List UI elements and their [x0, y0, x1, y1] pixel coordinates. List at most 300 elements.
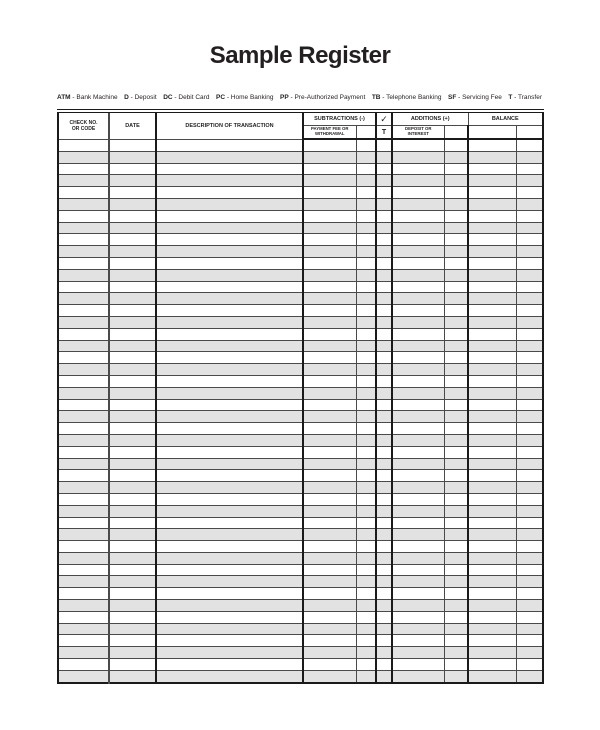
- register-row: [58, 659, 543, 671]
- cell-description: [156, 576, 303, 588]
- legend-item-dc: DC - Debit Card: [163, 94, 210, 101]
- cell-check-no: [58, 576, 109, 588]
- cell-description: [156, 175, 303, 187]
- cell-tick: [376, 139, 392, 151]
- cell-subtraction-cents: [356, 139, 376, 151]
- cell-addition-amount: [392, 647, 444, 659]
- cell-tick: [376, 434, 392, 446]
- cell-check-no: [58, 316, 109, 328]
- cell-subtraction-cents: [356, 187, 376, 199]
- cell-check-no: [58, 588, 109, 600]
- legend-item-pp: PP - Pre-Authorized Payment: [280, 94, 366, 101]
- cell-subtraction-amount: [303, 328, 356, 340]
- cell-addition-amount: [392, 482, 444, 494]
- cell-description: [156, 458, 303, 470]
- cell-addition-amount: [392, 340, 444, 352]
- legend-item-d: D - Deposit: [124, 94, 157, 101]
- cell-tick: [376, 187, 392, 199]
- cell-date: [109, 257, 156, 269]
- cell-balance-cents: [516, 399, 543, 411]
- cell-check-no: [58, 151, 109, 163]
- cell-addition-cents: [444, 659, 468, 671]
- cell-subtraction-amount: [303, 482, 356, 494]
- cell-date: [109, 364, 156, 376]
- cell-subtraction-cents: [356, 552, 376, 564]
- cell-addition-amount: [392, 257, 444, 269]
- register-row: [58, 387, 543, 399]
- cell-balance-cents: [516, 588, 543, 600]
- cell-description: [156, 611, 303, 623]
- cell-balance-amount: [468, 257, 516, 269]
- cell-addition-cents: [444, 517, 468, 529]
- cell-addition-amount: [392, 529, 444, 541]
- cell-addition-cents: [444, 399, 468, 411]
- cell-addition-amount: [392, 434, 444, 446]
- cell-addition-cents: [444, 411, 468, 423]
- cell-subtraction-amount: [303, 541, 356, 553]
- cell-check-no: [58, 446, 109, 458]
- cell-subtraction-cents: [356, 399, 376, 411]
- cell-subtraction-amount: [303, 293, 356, 305]
- cell-subtraction-cents: [356, 328, 376, 340]
- cell-balance-cents: [516, 411, 543, 423]
- cell-addition-amount: [392, 564, 444, 576]
- cell-description: [156, 257, 303, 269]
- cell-tick: [376, 611, 392, 623]
- cell-balance-amount: [468, 399, 516, 411]
- register-row: [58, 364, 543, 376]
- col-subheader-additions: DEPOSIT OR INTEREST: [392, 126, 444, 140]
- cell-balance-amount: [468, 246, 516, 258]
- cell-date: [109, 411, 156, 423]
- cell-addition-amount: [392, 210, 444, 222]
- cell-date: [109, 222, 156, 234]
- cell-date: [109, 198, 156, 210]
- cell-tick: [376, 647, 392, 659]
- cell-balance-cents: [516, 210, 543, 222]
- cell-balance-amount: [468, 470, 516, 482]
- cell-addition-cents: [444, 423, 468, 435]
- legend-item-pc: PC - Home Banking: [216, 94, 274, 101]
- cell-date: [109, 552, 156, 564]
- cell-balance-amount: [468, 281, 516, 293]
- cell-balance-cents: [516, 423, 543, 435]
- cell-balance-cents: [516, 576, 543, 588]
- cell-date: [109, 611, 156, 623]
- cell-date: [109, 659, 156, 671]
- cell-subtraction-amount: [303, 175, 356, 187]
- cell-balance-cents: [516, 505, 543, 517]
- cell-addition-amount: [392, 588, 444, 600]
- cell-tick: [376, 600, 392, 612]
- cell-subtraction-cents: [356, 163, 376, 175]
- legend-item-atm: ATM - Bank Machine: [57, 94, 118, 101]
- cell-description: [156, 647, 303, 659]
- cell-tick: [376, 281, 392, 293]
- cell-check-no: [58, 505, 109, 517]
- cell-tick: [376, 411, 392, 423]
- cell-subtraction-amount: [303, 446, 356, 458]
- legend: [57, 95, 542, 102]
- cell-tick: [376, 234, 392, 246]
- cell-check-no: [58, 198, 109, 210]
- cell-addition-cents: [444, 458, 468, 470]
- register-row: [58, 316, 543, 328]
- cell-description: [156, 305, 303, 317]
- cell-description: [156, 399, 303, 411]
- cell-description: [156, 411, 303, 423]
- cell-check-no: [58, 552, 109, 564]
- cell-description: [156, 552, 303, 564]
- cell-date: [109, 541, 156, 553]
- cell-addition-cents: [444, 340, 468, 352]
- cell-subtraction-cents: [356, 151, 376, 163]
- cell-addition-amount: [392, 576, 444, 588]
- cell-addition-amount: [392, 246, 444, 258]
- cell-addition-amount: [392, 670, 444, 682]
- cell-subtraction-cents: [356, 257, 376, 269]
- cell-tick: [376, 399, 392, 411]
- cell-description: [156, 281, 303, 293]
- cell-tick: [376, 210, 392, 222]
- cell-addition-amount: [392, 163, 444, 175]
- cell-addition-amount: [392, 222, 444, 234]
- cell-subtraction-cents: [356, 529, 376, 541]
- cell-tick: [376, 505, 392, 517]
- col-header-balance: BALANCE: [468, 111, 543, 126]
- cell-date: [109, 281, 156, 293]
- cell-subtraction-amount: [303, 316, 356, 328]
- register-row: [58, 210, 543, 222]
- register-row: [58, 600, 543, 612]
- cell-description: [156, 187, 303, 199]
- cell-addition-cents: [444, 187, 468, 199]
- cell-subtraction-amount: [303, 670, 356, 682]
- cell-check-no: [58, 364, 109, 376]
- cell-subtraction-amount: [303, 257, 356, 269]
- cell-addition-cents: [444, 246, 468, 258]
- cell-addition-cents: [444, 493, 468, 505]
- cell-tick: [376, 623, 392, 635]
- cell-date: [109, 399, 156, 411]
- cell-addition-cents: [444, 576, 468, 588]
- cell-date: [109, 328, 156, 340]
- cell-subtraction-cents: [356, 234, 376, 246]
- cell-check-no: [58, 305, 109, 317]
- cell-description: [156, 659, 303, 671]
- cell-subtraction-amount: [303, 647, 356, 659]
- col-subheader-transfer: T: [376, 126, 392, 140]
- cell-subtraction-cents: [356, 588, 376, 600]
- legend-item-tb: TB - Telephone Banking: [371, 94, 442, 101]
- cell-tick: [376, 222, 392, 234]
- cell-date: [109, 352, 156, 364]
- cell-description: [156, 387, 303, 399]
- cell-description: [156, 446, 303, 458]
- cell-check-no: [58, 434, 109, 446]
- cell-balance-amount: [468, 163, 516, 175]
- cell-subtraction-cents: [356, 659, 376, 671]
- cell-balance-amount: [468, 647, 516, 659]
- cell-balance-cents: [516, 647, 543, 659]
- register-row: [58, 541, 543, 553]
- cell-subtraction-amount: [303, 269, 356, 281]
- cell-subtraction-amount: [303, 517, 356, 529]
- register-row: [58, 151, 543, 163]
- register-row: [58, 552, 543, 564]
- cell-date: [109, 600, 156, 612]
- legend-item-t: T - Transfer: [508, 94, 542, 101]
- cell-balance-amount: [468, 482, 516, 494]
- register-row: [58, 670, 543, 682]
- cell-balance-amount: [468, 328, 516, 340]
- cell-description: [156, 340, 303, 352]
- col-subheader-subtractions-cents: [356, 126, 376, 140]
- cell-addition-amount: [392, 399, 444, 411]
- cell-addition-amount: [392, 364, 444, 376]
- cell-subtraction-amount: [303, 198, 356, 210]
- cell-description: [156, 588, 303, 600]
- register-row: [58, 246, 543, 258]
- cell-check-no: [58, 470, 109, 482]
- cell-subtraction-amount: [303, 659, 356, 671]
- cell-subtraction-amount: [303, 352, 356, 364]
- cell-check-no: [58, 635, 109, 647]
- cell-addition-cents: [444, 670, 468, 682]
- cell-balance-amount: [468, 541, 516, 553]
- cell-balance-amount: [468, 517, 516, 529]
- cell-tick: [376, 635, 392, 647]
- cell-date: [109, 151, 156, 163]
- col-header-description: DESCRIPTION OF TRANSACTION: [156, 111, 303, 139]
- cell-balance-amount: [468, 305, 516, 317]
- cell-check-no: [58, 517, 109, 529]
- cell-subtraction-cents: [356, 600, 376, 612]
- register-row: [58, 305, 543, 317]
- cell-subtraction-cents: [356, 493, 376, 505]
- cell-balance-cents: [516, 552, 543, 564]
- register-row: [58, 434, 543, 446]
- cell-addition-amount: [392, 635, 444, 647]
- cell-date: [109, 564, 156, 576]
- register-row: [58, 423, 543, 435]
- cell-addition-cents: [444, 352, 468, 364]
- cell-check-no: [58, 529, 109, 541]
- cell-balance-amount: [468, 446, 516, 458]
- register-row: [58, 293, 543, 305]
- cell-date: [109, 446, 156, 458]
- cell-addition-amount: [392, 328, 444, 340]
- cell-addition-amount: [392, 517, 444, 529]
- cell-description: [156, 246, 303, 258]
- col-subheader-balance-cents: [516, 126, 543, 140]
- cell-balance-cents: [516, 269, 543, 281]
- cell-subtraction-amount: [303, 588, 356, 600]
- cell-description: [156, 139, 303, 151]
- cell-tick: [376, 352, 392, 364]
- cell-balance-cents: [516, 352, 543, 364]
- cell-addition-cents: [444, 434, 468, 446]
- cell-date: [109, 434, 156, 446]
- cell-balance-cents: [516, 541, 543, 553]
- register-row: [58, 411, 543, 423]
- cell-addition-amount: [392, 139, 444, 151]
- cell-subtraction-cents: [356, 246, 376, 258]
- cell-date: [109, 458, 156, 470]
- register-row: [58, 493, 543, 505]
- cell-balance-amount: [468, 364, 516, 376]
- cell-subtraction-cents: [356, 222, 376, 234]
- cell-balance-amount: [468, 576, 516, 588]
- cell-check-no: [58, 399, 109, 411]
- cell-balance-amount: [468, 411, 516, 423]
- cell-date: [109, 470, 156, 482]
- cell-date: [109, 482, 156, 494]
- register-row: [58, 635, 543, 647]
- cell-addition-amount: [392, 470, 444, 482]
- register-row: [58, 175, 543, 187]
- cell-balance-cents: [516, 257, 543, 269]
- cell-addition-amount: [392, 411, 444, 423]
- cell-addition-cents: [444, 470, 468, 482]
- cell-balance-amount: [468, 670, 516, 682]
- cell-addition-amount: [392, 316, 444, 328]
- cell-balance-cents: [516, 387, 543, 399]
- cell-date: [109, 375, 156, 387]
- register-row: [58, 281, 543, 293]
- cell-date: [109, 139, 156, 151]
- cell-description: [156, 482, 303, 494]
- cell-balance-cents: [516, 175, 543, 187]
- cell-subtraction-amount: [303, 364, 356, 376]
- cell-subtraction-cents: [356, 316, 376, 328]
- cell-check-no: [58, 647, 109, 659]
- cell-addition-cents: [444, 163, 468, 175]
- cell-date: [109, 647, 156, 659]
- cell-subtraction-amount: [303, 611, 356, 623]
- cell-subtraction-amount: [303, 635, 356, 647]
- cell-addition-amount: [392, 175, 444, 187]
- cell-subtraction-amount: [303, 139, 356, 151]
- cell-check-no: [58, 340, 109, 352]
- cell-balance-cents: [516, 446, 543, 458]
- cell-tick: [376, 482, 392, 494]
- cell-balance-cents: [516, 600, 543, 612]
- register-row: [58, 269, 543, 281]
- cell-tick: [376, 529, 392, 541]
- cell-description: [156, 541, 303, 553]
- cell-date: [109, 576, 156, 588]
- cell-tick: [376, 493, 392, 505]
- cell-addition-cents: [444, 198, 468, 210]
- cell-check-no: [58, 387, 109, 399]
- cell-tick: [376, 293, 392, 305]
- cell-subtraction-cents: [356, 352, 376, 364]
- cell-description: [156, 328, 303, 340]
- cell-balance-cents: [516, 139, 543, 151]
- col-subheader-balance-main: [468, 126, 516, 140]
- register-table: [57, 109, 544, 684]
- cell-addition-amount: [392, 305, 444, 317]
- cell-description: [156, 234, 303, 246]
- cell-addition-amount: [392, 293, 444, 305]
- cell-check-no: [58, 411, 109, 423]
- cell-subtraction-amount: [303, 163, 356, 175]
- cell-check-no: [58, 541, 109, 553]
- cell-addition-cents: [444, 222, 468, 234]
- cell-balance-amount: [468, 198, 516, 210]
- cell-subtraction-cents: [356, 210, 376, 222]
- cell-addition-cents: [444, 139, 468, 151]
- cell-addition-cents: [444, 375, 468, 387]
- cell-addition-amount: [392, 423, 444, 435]
- cell-addition-cents: [444, 175, 468, 187]
- cell-balance-amount: [468, 316, 516, 328]
- cell-balance-cents: [516, 659, 543, 671]
- cell-description: [156, 364, 303, 376]
- register-row: [58, 611, 543, 623]
- cell-subtraction-amount: [303, 564, 356, 576]
- cell-date: [109, 340, 156, 352]
- cell-description: [156, 222, 303, 234]
- cell-date: [109, 316, 156, 328]
- cell-subtraction-cents: [356, 470, 376, 482]
- cell-balance-cents: [516, 470, 543, 482]
- cell-tick: [376, 552, 392, 564]
- cell-description: [156, 375, 303, 387]
- cell-tick: [376, 340, 392, 352]
- cell-addition-cents: [444, 316, 468, 328]
- cell-tick: [376, 541, 392, 553]
- cell-subtraction-cents: [356, 340, 376, 352]
- cell-addition-cents: [444, 541, 468, 553]
- cell-description: [156, 505, 303, 517]
- cell-check-no: [58, 163, 109, 175]
- cell-addition-amount: [392, 493, 444, 505]
- cell-addition-cents: [444, 482, 468, 494]
- cell-tick: [376, 316, 392, 328]
- cell-balance-amount: [468, 151, 516, 163]
- cell-subtraction-cents: [356, 423, 376, 435]
- cell-balance-amount: [468, 505, 516, 517]
- cell-balance-amount: [468, 269, 516, 281]
- cell-description: [156, 564, 303, 576]
- cell-description: [156, 623, 303, 635]
- cell-addition-cents: [444, 446, 468, 458]
- cell-balance-amount: [468, 222, 516, 234]
- cell-subtraction-amount: [303, 529, 356, 541]
- cell-balance-cents: [516, 670, 543, 682]
- register-row: [58, 588, 543, 600]
- cell-check-no: [58, 175, 109, 187]
- cell-balance-amount: [468, 352, 516, 364]
- cell-addition-amount: [392, 659, 444, 671]
- cell-description: [156, 470, 303, 482]
- cell-description: [156, 316, 303, 328]
- register-row: [58, 446, 543, 458]
- cell-subtraction-cents: [356, 611, 376, 623]
- register-row: [58, 222, 543, 234]
- cell-tick: [376, 375, 392, 387]
- cell-balance-amount: [468, 623, 516, 635]
- cell-date: [109, 175, 156, 187]
- register-row: [58, 564, 543, 576]
- cell-subtraction-cents: [356, 364, 376, 376]
- cell-subtraction-amount: [303, 399, 356, 411]
- cell-balance-cents: [516, 529, 543, 541]
- cell-tick: [376, 588, 392, 600]
- cell-addition-cents: [444, 529, 468, 541]
